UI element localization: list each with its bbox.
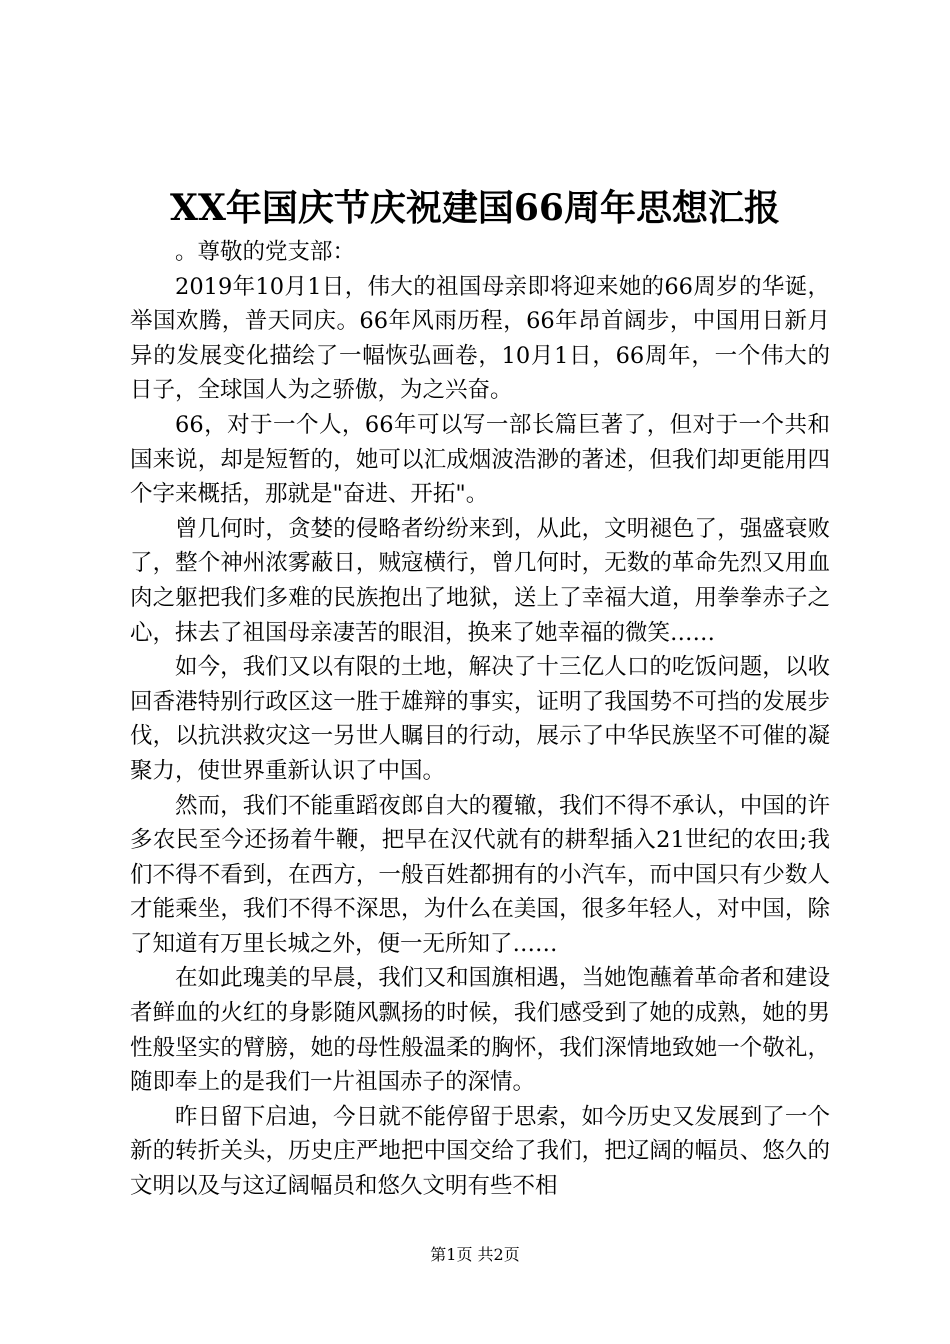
paragraph: 2019年10月1日，伟大的祖国母亲即将迎来她的66周岁的华诞，举国欢腾，普天同庆。66年风雨历程，66年昂首阔步，中国用日新月异的发展变化描绘了一幅恢弘画卷，10月1日，66周年，一个伟大的日子，全球国人为之骄傲，为之兴奋。 [130,273,830,404]
page-number: 第1页 共2页 [430,1245,520,1264]
paragraph: 然而，我们不能重蹈夜郎自大的覆辙，我们不得不承认，中国的许多农民至今还扬着牛鞭，把早在汉代就有的耕犁插入21世纪的农田;我们不得不看到，在西方，一般百姓都拥有的小汽车，而中国只有少数人才能乘坐，我们不得不深思，为什么在美国，很多年轻人，对中国，除了知道有万里长城之外，便一无所知了…… [130,792,830,957]
document-title: XX年国庆节庆祝建国66周年思想汇报 [170,187,780,229]
paragraph: 曾几何时，贪婪的侵略者纷纷来到，从此，文明褪色了，强盛衰败了，整个神州浓雾蔽日，贼寇横行，曾几何时，无数的革命先烈又用血肉之躯把我们多难的民族抱出了地狱，送上了幸福大道，用拳拳赤子之心，抹去了祖国母亲凄苦的眼泪，换来了她幸福的微笑…… [130,515,830,646]
paragraph: 昨日留下启迪，今日就不能停留于思索，如今历史又发展到了一个新的转折关头，历史庄严地把中国交给了我们，把辽阔的幅员、悠久的文明以及与这辽阔幅员和悠久文明有些不相 [130,1103,830,1200]
paragraph: 如今，我们又以有限的土地，解决了十三亿人口的吃饭问题，以收回香港特别行政区这一胜于雄辩的事实，证明了我国势不可挡的发展步伐，以抗洪救灾这一另世人瞩目的行动，展示了中华民族坚不可催的凝聚力，使世界重新认识了中国。 [130,654,830,784]
paragraph: 66，对于一个人，66年可以写一部长篇巨著了，但对于一个共和国来说，却是短暂的，她可以汇成烟波浩渺的著述，但我们却更能用四个字来概括，那就是"奋进、开拓"。 [130,411,830,508]
paragraph: 在如此瑰美的早晨，我们又和国旗相遇，当她饱蘸着革命者和建设者鲜血的火红的身影随风飘扬的时候，我们感受到了她的成熟，她的男性般坚实的臂膀，她的母性般温柔的胸怀，我们深情地致她一个敬礼，随即奉上的是我们一片祖国赤子的深情。 [130,965,830,1096]
document-body [130,235,830,1204]
page-footer [0,1244,950,1266]
salutation: 。尊敬的党支部： [175,239,356,265]
